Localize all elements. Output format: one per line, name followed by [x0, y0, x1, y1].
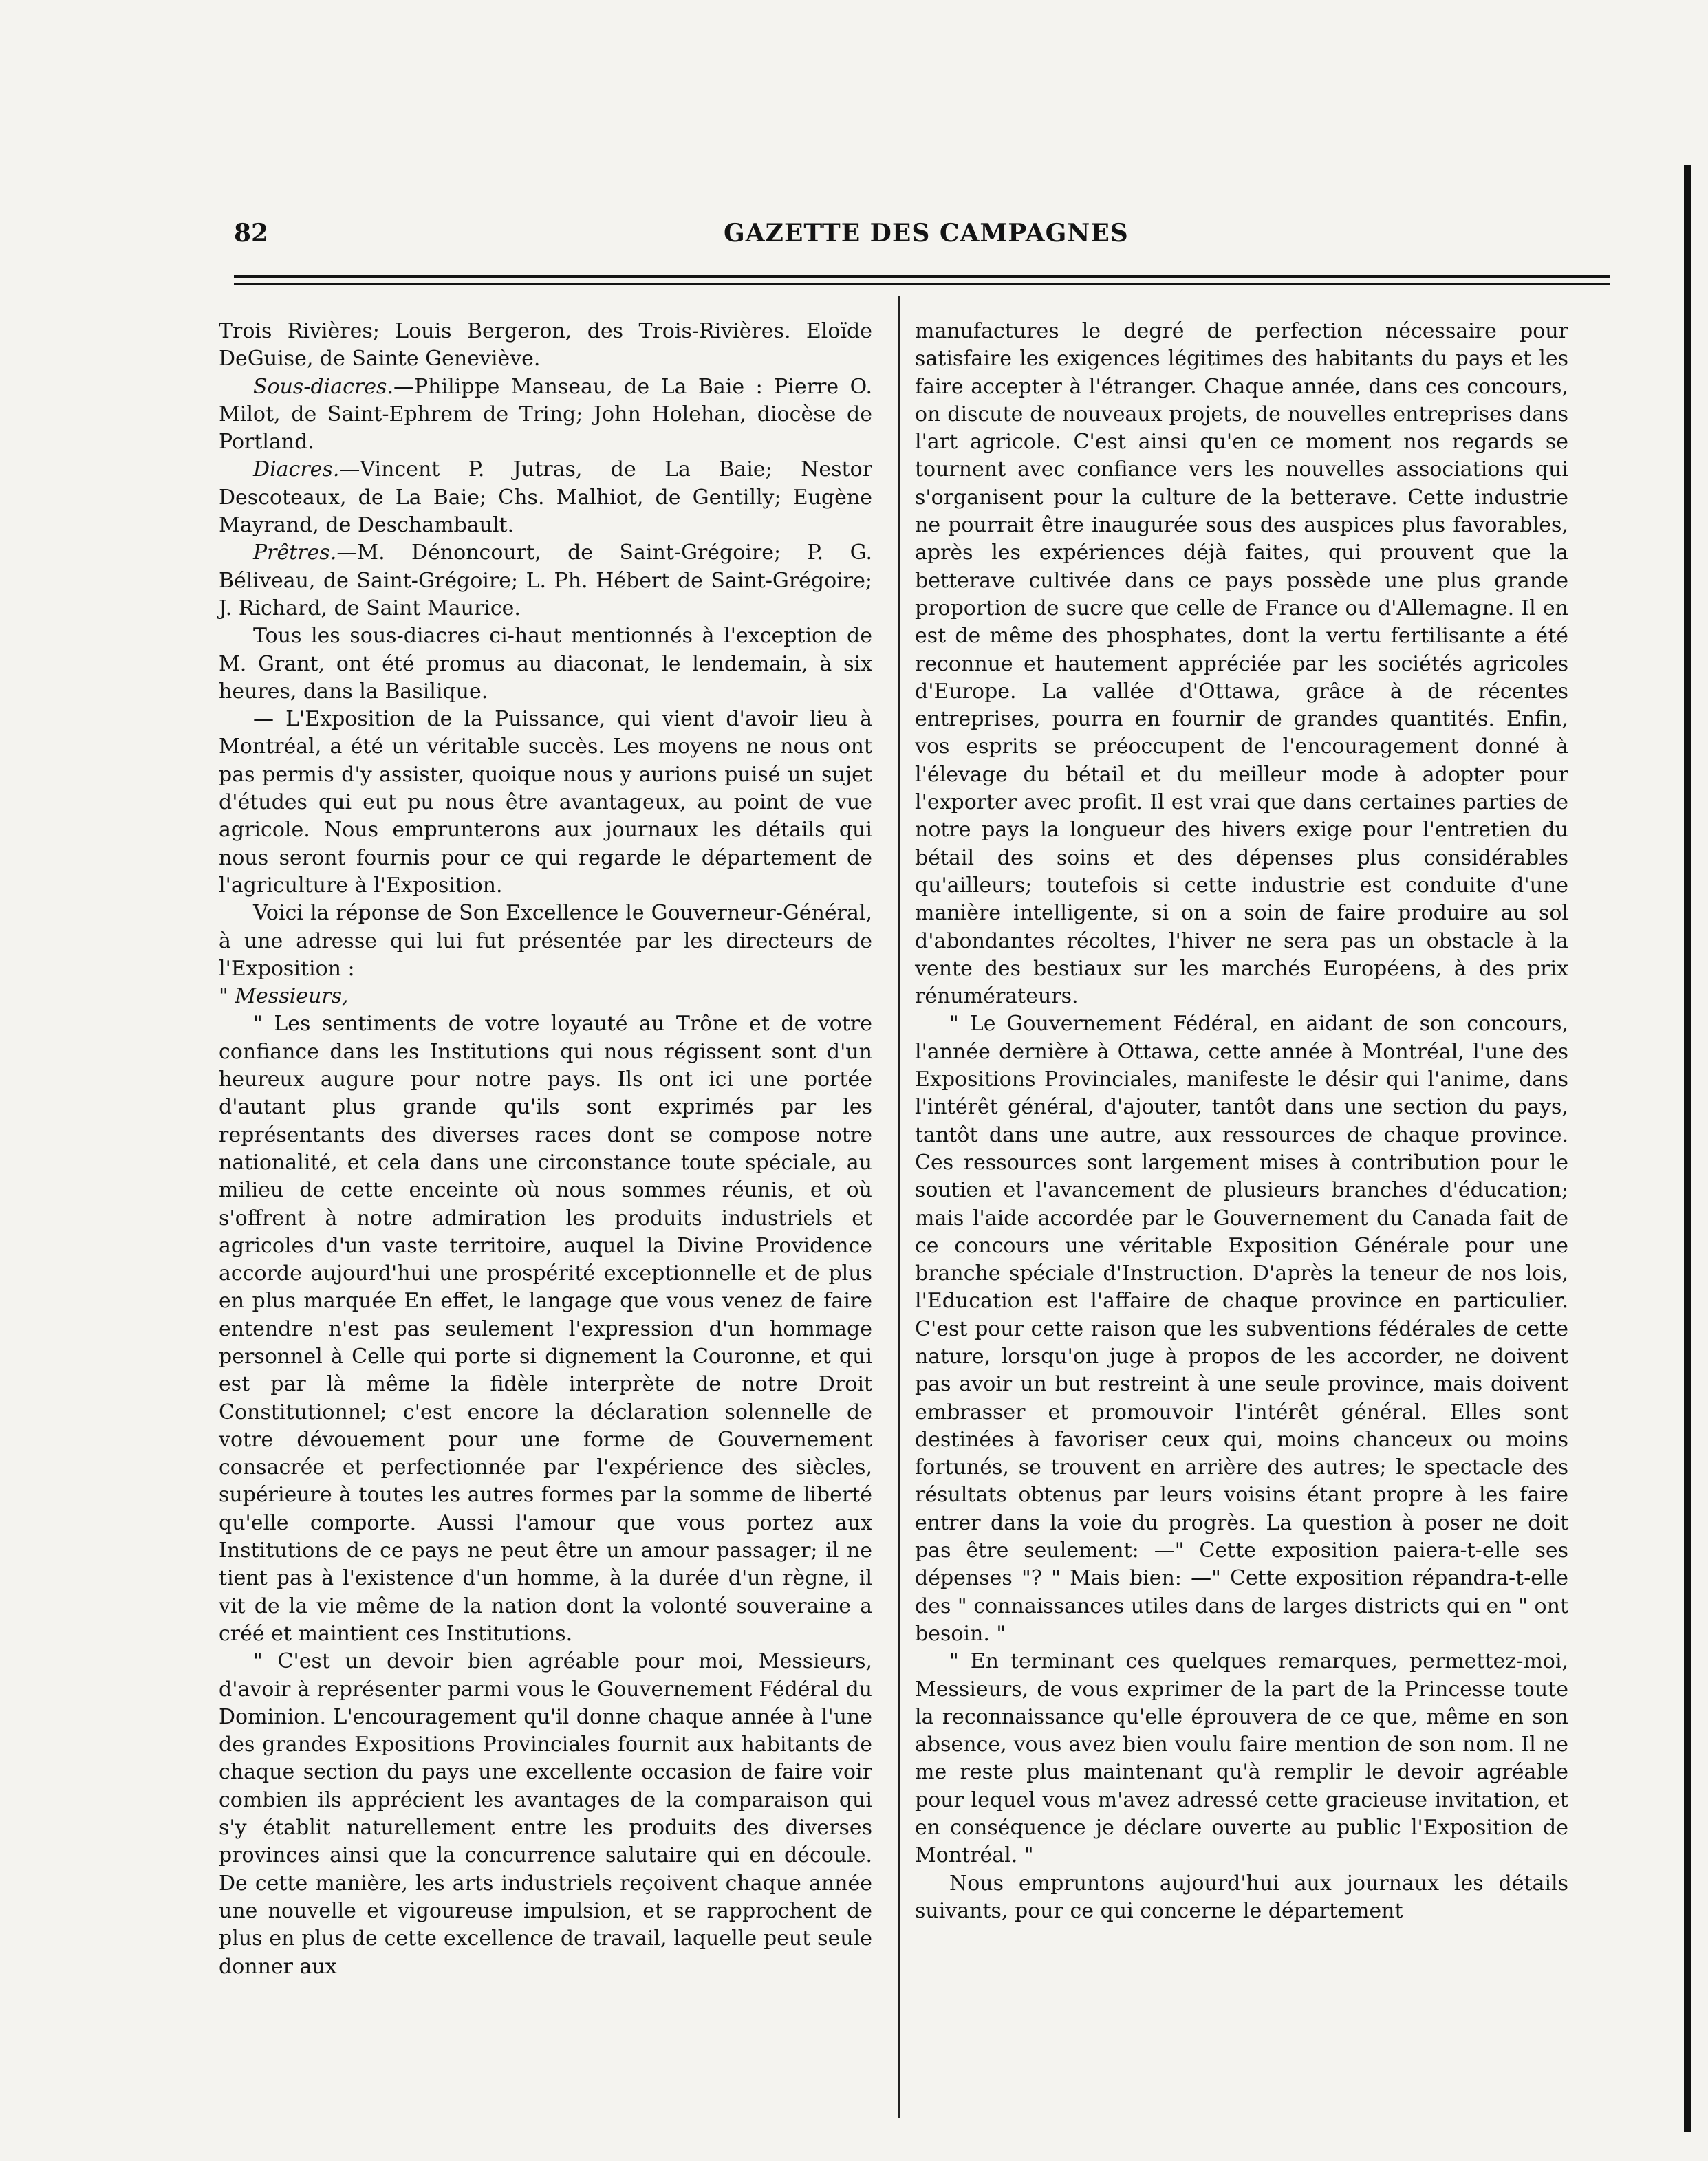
paragraph [219, 373, 872, 457]
paragraph: " Le Gouvernement Fédéral, en aidant de son concours, l'année dernière à Ottawa, cette année à Montréal, l'une des Expositions Provinciales, manifeste le désir qui l'anime, dans l'intérêt général, d'ajouter, tantôt dans une section du pays, tantôt dans une autre, aux ressources de chaque province. Ces ressources sont largement mises à contribution pour le soutien et l'avancement de plusieurs branches d'éducation; mais l'aide accordée par le Gouvernement du Canada fait de ce concours une véritable Exposition Générale pour une branche spéciale d'Instruction. D'après la teneur de nos lois, l'Education est l'affaire de chaque province en particulier. C'est pour cette raison que les subventions fédérales de cette nature, lorsqu'on juge à propos de les accorder, ne doivent pas avoir un but restreint à une seule province, mais doivent embrasser et promouvoir l'intérêt général. Elles sont destinées à favoriser ceux qui, moins chanceux ou moins fortunés, se trouvent en arrière des autres; le spectacle des résultats obtenus par leurs voisins étant propre à les faire entrer dans la voie du progrès. La question à poser ne doit pas être seulement: —" Cette exposition paiera-t-elle ses dépenses "? " Mais bien: —" Cette exposition répandra-t-elle des " connaissances utiles dans de larges districts qui en " ont besoin. " [915, 1012, 1568, 1646]
header-rule [234, 275, 1610, 278]
paragraph: — L'Exposition de la Puissance, qui vient d'avoir lieu à Montréal, a été un véritable succès. Les moyens ne nous ont pas permis d'y assister, quoique nous y aurions puisé un sujet d'études qui eut pu nous être avantageux, au point de vue agricole. Nous emprunterons aux journaux les détails qui nous seront fournis pour ce qui regarde le département de l'agriculture à l'Exposition. [219, 707, 872, 898]
paragraph: " C'est un devoir bien agréable pour moi, Messieurs, d'avoir à représenter parmi vous le Gouvernement Fédéral du Dominion. L'encouragement qu'il donne chaque année à l'une des grandes Expositions Provinciales fournit aux habitants de chaque section du pays une excellente occasion de faire voir combien ils apprécient les avantages de la comparaison qui s'y établit naturellement entre les produits des diverses provinces ainsi que la concurrence salutaire qui en découle. De cette manière, les arts industriels reçoivent chaque année une nouvelle et vigoureuse impulsion, et se rapprochent de plus en plus de cette excellence de travail, laquelle peut seule donner aux [219, 1649, 872, 1979]
paragraph: Tous les sous-diacres ci-haut mentionnés à l'exception de M. Grant, ont été promus au diaconat, le lendemain, à six heures, dans la Basilique. [219, 624, 872, 704]
page-title: GAZETTE DES CAMPAGNES [724, 219, 1129, 248]
paragraph [219, 539, 872, 622]
left-column [219, 318, 872, 1981]
column-divider [898, 296, 900, 2118]
page-number: 82 [234, 219, 269, 248]
section-label: Sous-diacres. [253, 374, 393, 399]
right-column [915, 318, 1568, 1925]
paragraph: Voici la réponse de Son Excellence le Gouverneur-Général, à une adresse qui lui fut présentée par les directeurs de l'Exposition : [219, 901, 872, 981]
header-rule-thin [234, 283, 1610, 285]
page-edge-bar [1684, 165, 1691, 2132]
paragraph [219, 456, 872, 539]
paragraph: Trois Rivières; Louis Bergeron, des Trois-Rivières. Eloïde DeGuise, de Sainte Geneviève. [219, 319, 872, 371]
paragraph-text: —Philippe Manseau, de La Baie : Pierre O. Milot, de Saint-Ephrem de Tring; John Holehan, diocèse de Portland. [219, 374, 872, 455]
paragraph: manufactures le degré de perfection nécessaire pour satisfaire les exigences légitimes des habitants du pays et les faire accepter à l'étranger. Chaque année, dans ces concours, on discute de nouveaux projets, de nouvelles entreprises dans l'art agricole. C'est ainsi qu'en ce moment nos regards se tournent avec confiance vers les nouvelles associations qui s'organisent pour la culture de la betterave. Cette industrie ne pourrait être inaugurée sous des auspices plus favorables, après les expériences déjà faites, qui prouvent que la betterave cultivée dans ce pays possède une plus grande proportion de sucre que celle de France ou d'Allemagne. Il en est de même des phosphates, dont la vertu fertilisante a été reconnue et hautement appréciée par les sociétés agricoles d'Europe. La vallée d'Ottawa, grâce à de récentes entreprises, pourra en fournir de grandes quantités. Enfin, vos esprits se préoccupent de l'encouragement donné à l'élevage du bétail et du meilleur mode à adopter pour l'exporter avec profit. Il est vrai que dans certaines parties de notre pays la longueur des hivers exige pour l'entretien du bétail des soins et des dépenses plus considérables qu'ailleurs; toutefois si cette industrie est conduite d'une manière intelligente, si on a soin de faire produire au sol d'abondantes récoltes, l'hiver ne sera pas un obstacle à la vente des bestiaux sur les marchés Européens, à des prix rénumérateurs. [915, 319, 1568, 1009]
section-label: Prêtres. [253, 541, 337, 565]
salutation: " Messieurs, [219, 984, 349, 1009]
section-label: Diacres. [253, 457, 340, 482]
paragraph: " En terminant ces quelques remarques, permettez-moi, Messieurs, de vous exprimer de la part de la Princesse toute la reconnaissance qu'elle éprouvera de ce que, même en son absence, vous avez bien voulu faire mention de son nom. Il ne me reste plus maintenant qu'à remplir le devoir agréable pour lequel vous m'avez adressé cette gracieuse invitation, et en conséquence je déclare ouverte au public l'Exposition de Montréal. " [915, 1649, 1568, 1868]
paragraph: " Les sentiments de votre loyauté au Trône et de votre confiance dans les Institutions qui nous régissent sont d'un heureux augure pour notre pays. Ils ont ici une portée d'autant plus grande qu'ils sont exprimés par les représentants des diverses races dont se compose notre nationalité, et cela dans une circonstance toute spéciale, au milieu de cette enceinte où nous sommes réunis, et où s'offrent à notre admiration les produits industriels et agricoles d'un vaste territoire, auquel la Divine Providence accorde aujourd'hui une prospérité exceptionnelle et de plus en plus marquée En effet, le langage que vous venez de faire entendre n'est pas seulement l'expression d'un hommage personnel à Celle qui porte si dignement la Couronne, et qui est par là même la fidèle interprète de notre Droit Constitutionnel; c'est encore la déclaration solennelle de votre dévouement pour une forme de Gouvernement consacrée et perfectionnée par l'expérience des siècles, supérieure à toutes les autres formes par la somme de liberté qu'elle comporte. Aussi l'amour que vous portez aux Institutions de ce pays ne peut être un amour passager; il ne tient pas à l'existence d'un homme, à la durée d'un règne, il vit de la vie même de la nation dont la volonté souveraine a créé et maintient ces Institutions. [219, 1012, 872, 1646]
paragraph-text: —Vincent P. Jutras, de La Baie; Nestor Descoteaux, de La Baie; Chs. Malhiot, de Gentilly; Eugène Mayrand, de Deschambault. [219, 457, 872, 538]
paragraph: Nous empruntons aujourd'hui aux journaux les détails suivants, pour ce qui concerne le département [915, 1871, 1568, 1923]
paragraph-text: —M. Dénoncourt, de Saint-Grégoire; P. G. Béliveau, de Saint-Grégoire; L. Ph. Hébert de Saint-Grégoire; J. Richard, de Saint Maurice. [219, 541, 872, 620]
